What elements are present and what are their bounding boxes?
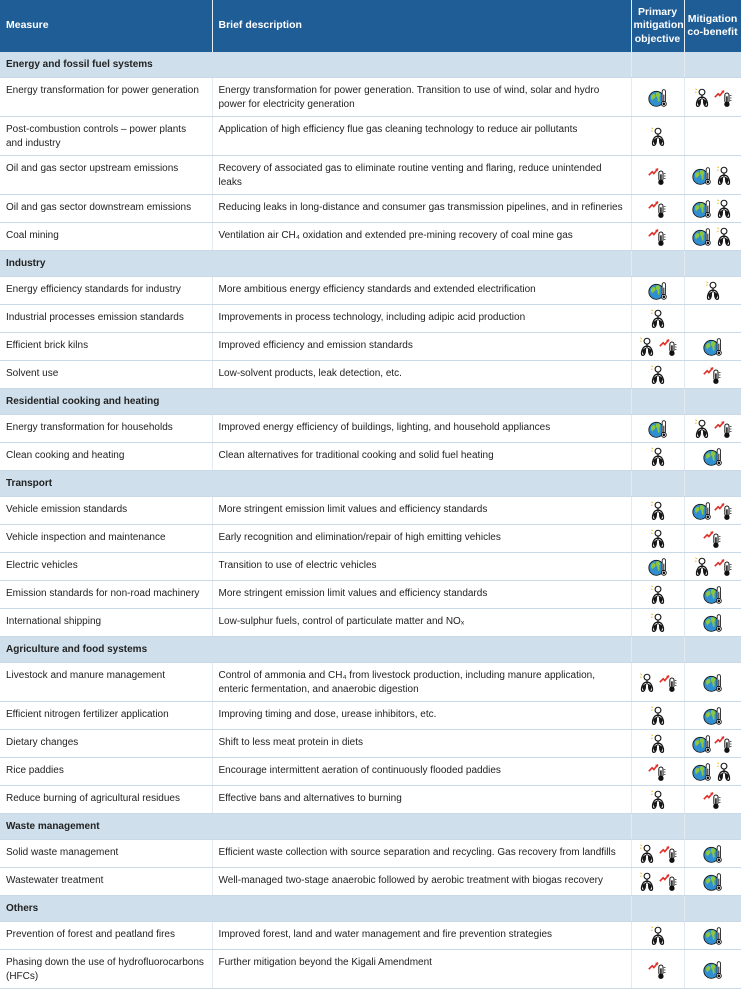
rising-thermometer-icon: [648, 198, 668, 220]
measure-cell: Coal mining: [0, 223, 212, 251]
globe-thermometer-icon: [703, 672, 723, 694]
lungs-figure-icon: [714, 165, 734, 187]
globe-thermometer-icon: [703, 959, 723, 981]
description-cell: Low-solvent products, leak detection, etc.: [212, 361, 631, 389]
primary-objective-cell: [631, 868, 684, 896]
measure-cell: Vehicle emission standards: [0, 497, 212, 525]
table-row: [0, 702, 741, 730]
co-benefit-cell: [684, 525, 741, 553]
measure-cell: Industrial processes emission standards: [0, 305, 212, 333]
co-benefit-cell: [684, 663, 741, 702]
co-benefit-cell: [684, 415, 741, 443]
description-cell: Application of high efficiency flue gas cleaning technology to reduce air pollutants: [212, 117, 631, 156]
globe-thermometer-icon: [703, 843, 723, 865]
table-row: [0, 922, 741, 950]
co-benefit-cell: [684, 730, 741, 758]
rising-thermometer-icon: [714, 556, 734, 578]
rising-thermometer-icon: [659, 843, 679, 865]
co-benefit-cell: [684, 553, 741, 581]
co-benefit-cell: [684, 786, 741, 814]
primary-objective-cell: [631, 333, 684, 361]
co-benefit-cell: [684, 950, 741, 989]
primary-objective-cell: [631, 663, 684, 702]
lungs-figure-icon: [648, 308, 668, 330]
section-spacer: [684, 814, 741, 840]
primary-objective-cell: [631, 497, 684, 525]
primary-objective-cell: [631, 415, 684, 443]
section-title: Agriculture and food systems: [0, 637, 631, 663]
table-row: [0, 195, 741, 223]
measure-cell: Livestock and manure management: [0, 663, 212, 702]
section-row: [0, 814, 741, 840]
co-benefit-cell: [684, 223, 741, 251]
measure-cell: Energy transformation for households: [0, 415, 212, 443]
lungs-figure-icon: [648, 789, 668, 811]
globe-thermometer-icon: [703, 584, 723, 606]
table-row: [0, 223, 741, 251]
primary-objective-cell: [631, 361, 684, 389]
rising-thermometer-icon: [648, 165, 668, 187]
table-row: [0, 868, 741, 896]
header-measure: Measure: [0, 0, 212, 52]
table-row: [0, 553, 741, 581]
lungs-figure-icon: [648, 528, 668, 550]
primary-objective-cell: [631, 78, 684, 117]
rising-thermometer-icon: [714, 418, 734, 440]
measure-cell: Emission standards for non-road machinery: [0, 581, 212, 609]
table-row: [0, 497, 741, 525]
section-spacer: [684, 896, 741, 922]
section-title: Others: [0, 896, 631, 922]
globe-thermometer-icon: [692, 733, 712, 755]
section-title: Waste management: [0, 814, 631, 840]
description-cell: Improved efficiency and emission standards: [212, 333, 631, 361]
section-title: Residential cooking and heating: [0, 389, 631, 415]
table-row: [0, 277, 741, 305]
rising-thermometer-icon: [703, 364, 723, 386]
co-benefit-cell: [684, 333, 741, 361]
globe-thermometer-icon: [703, 871, 723, 893]
table-row: [0, 609, 741, 637]
globe-thermometer-icon: [703, 336, 723, 358]
primary-objective-cell: [631, 758, 684, 786]
description-cell: Efficient waste collection with source separation and recycling. Gas recovery from landfills: [212, 840, 631, 868]
description-cell: Control of ammonia and CH₄ from livestock production, including manure application, enteric fermentation, and anaerobic digestion: [212, 663, 631, 702]
section-title: Industry: [0, 251, 631, 277]
table-row: [0, 415, 741, 443]
lungs-figure-icon: [648, 584, 668, 606]
section-spacer: [631, 251, 684, 277]
table-row: [0, 117, 741, 156]
description-cell: Early recognition and elimination/repair of high emitting vehicles: [212, 525, 631, 553]
rising-thermometer-icon: [659, 336, 679, 358]
co-benefit-cell: [684, 277, 741, 305]
primary-objective-cell: [631, 609, 684, 637]
section-title: Energy and fossil fuel systems: [0, 52, 631, 78]
section-row: [0, 251, 741, 277]
section-row: [0, 637, 741, 663]
primary-objective-cell: [631, 525, 684, 553]
lungs-figure-icon: [648, 733, 668, 755]
globe-thermometer-icon: [703, 612, 723, 634]
table-row: [0, 156, 741, 195]
measure-cell: Prevention of forest and peatland fires: [0, 922, 212, 950]
co-benefit-cell: [684, 609, 741, 637]
co-benefit-cell: [684, 840, 741, 868]
measure-cell: International shipping: [0, 609, 212, 637]
table-row: [0, 443, 741, 471]
primary-objective-cell: [631, 950, 684, 989]
section-row: [0, 52, 741, 78]
rising-thermometer-icon: [714, 733, 734, 755]
description-cell: Clean alternatives for traditional cooking and solid fuel heating: [212, 443, 631, 471]
co-benefit-cell: [684, 195, 741, 223]
globe-thermometer-icon: [703, 705, 723, 727]
rising-thermometer-icon: [703, 789, 723, 811]
measure-cell: Energy efficiency standards for industry: [0, 277, 212, 305]
section-spacer: [631, 637, 684, 663]
description-cell: Improved forest, land and water management and fire prevention strategies: [212, 922, 631, 950]
globe-thermometer-icon: [692, 500, 712, 522]
table-row: [0, 361, 741, 389]
measure-cell: Dietary changes: [0, 730, 212, 758]
section-row: [0, 896, 741, 922]
description-cell: Shift to less meat protein in diets: [212, 730, 631, 758]
co-benefit-cell: [684, 497, 741, 525]
rising-thermometer-icon: [648, 226, 668, 248]
table-row: [0, 730, 741, 758]
measure-cell: Post-combustion controls – power plants and industry: [0, 117, 212, 156]
description-cell: Encourage intermittent aeration of continuously flooded paddies: [212, 758, 631, 786]
primary-objective-cell: [631, 117, 684, 156]
globe-thermometer-icon: [648, 87, 668, 109]
primary-objective-cell: [631, 305, 684, 333]
co-benefit-cell: [684, 702, 741, 730]
description-cell: Improved energy efficiency of buildings, lighting, and household appliances: [212, 415, 631, 443]
section-spacer: [684, 637, 741, 663]
measure-cell: Electric vehicles: [0, 553, 212, 581]
header-co-benefit: Mitigation co-benefit: [684, 0, 741, 52]
section-spacer: [631, 389, 684, 415]
section-row: [0, 471, 741, 497]
primary-objective-cell: [631, 195, 684, 223]
co-benefit-cell: [684, 443, 741, 471]
primary-objective-cell: [631, 443, 684, 471]
description-cell: Well-managed two-stage anaerobic followed by aerobic treatment with biogas recovery: [212, 868, 631, 896]
primary-objective-cell: [631, 786, 684, 814]
table-row: [0, 525, 741, 553]
rising-thermometer-icon: [648, 959, 668, 981]
description-cell: Improving timing and dose, urease inhibitors, etc.: [212, 702, 631, 730]
description-cell: Transition to use of electric vehicles: [212, 553, 631, 581]
table-row: [0, 78, 741, 117]
globe-thermometer-icon: [692, 226, 712, 248]
measure-cell: Solid waste management: [0, 840, 212, 868]
globe-thermometer-icon: [703, 925, 723, 947]
section-title: Transport: [0, 471, 631, 497]
measure-cell: Phasing down the use of hydrofluorocarbons (HFCs): [0, 950, 212, 989]
lungs-figure-icon: [714, 761, 734, 783]
measure-cell: Energy transformation for power generation: [0, 78, 212, 117]
section-spacer: [631, 814, 684, 840]
table-row: [0, 663, 741, 702]
table-row: [0, 305, 741, 333]
globe-thermometer-icon: [648, 280, 668, 302]
table-row: [0, 840, 741, 868]
description-cell: Recovery of associated gas to eliminate routine venting and flaring, reduce unintended leaks: [212, 156, 631, 195]
header-primary-objective: Primary mitigation objective: [631, 0, 684, 52]
lungs-figure-icon: [648, 446, 668, 468]
table-row: [0, 581, 741, 609]
co-benefit-cell: [684, 922, 741, 950]
table-row: [0, 786, 741, 814]
lungs-figure-icon: [703, 280, 723, 302]
rising-thermometer-icon: [659, 672, 679, 694]
description-cell: Low-sulphur fuels, control of particulate matter and NOₓ: [212, 609, 631, 637]
rising-thermometer-icon: [648, 761, 668, 783]
lungs-figure-icon: [637, 843, 657, 865]
co-benefit-cell: [684, 305, 741, 333]
measure-cell: Wastewater treatment: [0, 868, 212, 896]
globe-thermometer-icon: [648, 418, 668, 440]
globe-thermometer-icon: [692, 165, 712, 187]
table-row: [0, 758, 741, 786]
measure-cell: Efficient brick kilns: [0, 333, 212, 361]
lungs-figure-icon: [692, 418, 712, 440]
table-body: [0, 52, 741, 989]
co-benefit-cell: [684, 758, 741, 786]
section-spacer: [684, 389, 741, 415]
primary-objective-cell: [631, 702, 684, 730]
co-benefit-cell: [684, 868, 741, 896]
lungs-figure-icon: [637, 672, 657, 694]
description-cell: Energy transformation for power generation. Transition to use of wind, solar and hydro power for electricity generation: [212, 78, 631, 117]
globe-thermometer-icon: [648, 556, 668, 578]
lungs-figure-icon: [714, 226, 734, 248]
table-row: [0, 950, 741, 989]
lungs-figure-icon: [648, 612, 668, 634]
lungs-figure-icon: [714, 198, 734, 220]
co-benefit-cell: [684, 117, 741, 156]
section-spacer: [684, 471, 741, 497]
measure-cell: Reduce burning of agricultural residues: [0, 786, 212, 814]
lungs-figure-icon: [637, 871, 657, 893]
rising-thermometer-icon: [659, 871, 679, 893]
description-cell: Improvements in process technology, including adipic acid production: [212, 305, 631, 333]
globe-thermometer-icon: [692, 198, 712, 220]
measure-cell: Solvent use: [0, 361, 212, 389]
primary-objective-cell: [631, 730, 684, 758]
measure-cell: Vehicle inspection and maintenance: [0, 525, 212, 553]
measure-cell: Efficient nitrogen fertilizer application: [0, 702, 212, 730]
lungs-figure-icon: [692, 556, 712, 578]
lungs-figure-icon: [648, 126, 668, 148]
rising-thermometer-icon: [703, 528, 723, 550]
section-row: [0, 389, 741, 415]
lungs-figure-icon: [648, 364, 668, 386]
primary-objective-cell: [631, 840, 684, 868]
description-cell: Effective bans and alternatives to burning: [212, 786, 631, 814]
header-description: Brief description: [212, 0, 631, 52]
primary-objective-cell: [631, 922, 684, 950]
description-cell: More stringent emission limit values and efficiency standards: [212, 581, 631, 609]
globe-thermometer-icon: [703, 446, 723, 468]
section-spacer: [684, 52, 741, 78]
measure-cell: Oil and gas sector upstream emissions: [0, 156, 212, 195]
co-benefit-cell: [684, 78, 741, 117]
description-cell: More ambitious energy efficiency standards and extended electrification: [212, 277, 631, 305]
lungs-figure-icon: [648, 705, 668, 727]
description-cell: Reducing leaks in long-distance and consumer gas transmission pipelines, and in refineries: [212, 195, 631, 223]
header-row: [0, 0, 741, 52]
rising-thermometer-icon: [714, 500, 734, 522]
primary-objective-cell: [631, 277, 684, 305]
globe-thermometer-icon: [692, 761, 712, 783]
primary-objective-cell: [631, 223, 684, 251]
table-row: [0, 333, 741, 361]
rising-thermometer-icon: [714, 87, 734, 109]
measure-cell: Oil and gas sector downstream emissions: [0, 195, 212, 223]
section-spacer: [631, 52, 684, 78]
lungs-figure-icon: [648, 925, 668, 947]
co-benefit-cell: [684, 156, 741, 195]
description-cell: Ventilation air CH₄ oxidation and extended pre-mining recovery of coal mine gas: [212, 223, 631, 251]
description-cell: More stringent emission limit values and efficiency standards: [212, 497, 631, 525]
primary-objective-cell: [631, 553, 684, 581]
section-spacer: [631, 896, 684, 922]
lungs-figure-icon: [692, 87, 712, 109]
measure-cell: Rice paddies: [0, 758, 212, 786]
lungs-figure-icon: [637, 336, 657, 358]
primary-objective-cell: [631, 581, 684, 609]
lungs-figure-icon: [648, 500, 668, 522]
description-cell: Further mitigation beyond the Kigali Amendment: [212, 950, 631, 989]
section-spacer: [684, 251, 741, 277]
measure-cell: Clean cooking and heating: [0, 443, 212, 471]
co-benefit-cell: [684, 581, 741, 609]
primary-objective-cell: [631, 156, 684, 195]
section-spacer: [631, 471, 684, 497]
co-benefit-cell: [684, 361, 741, 389]
